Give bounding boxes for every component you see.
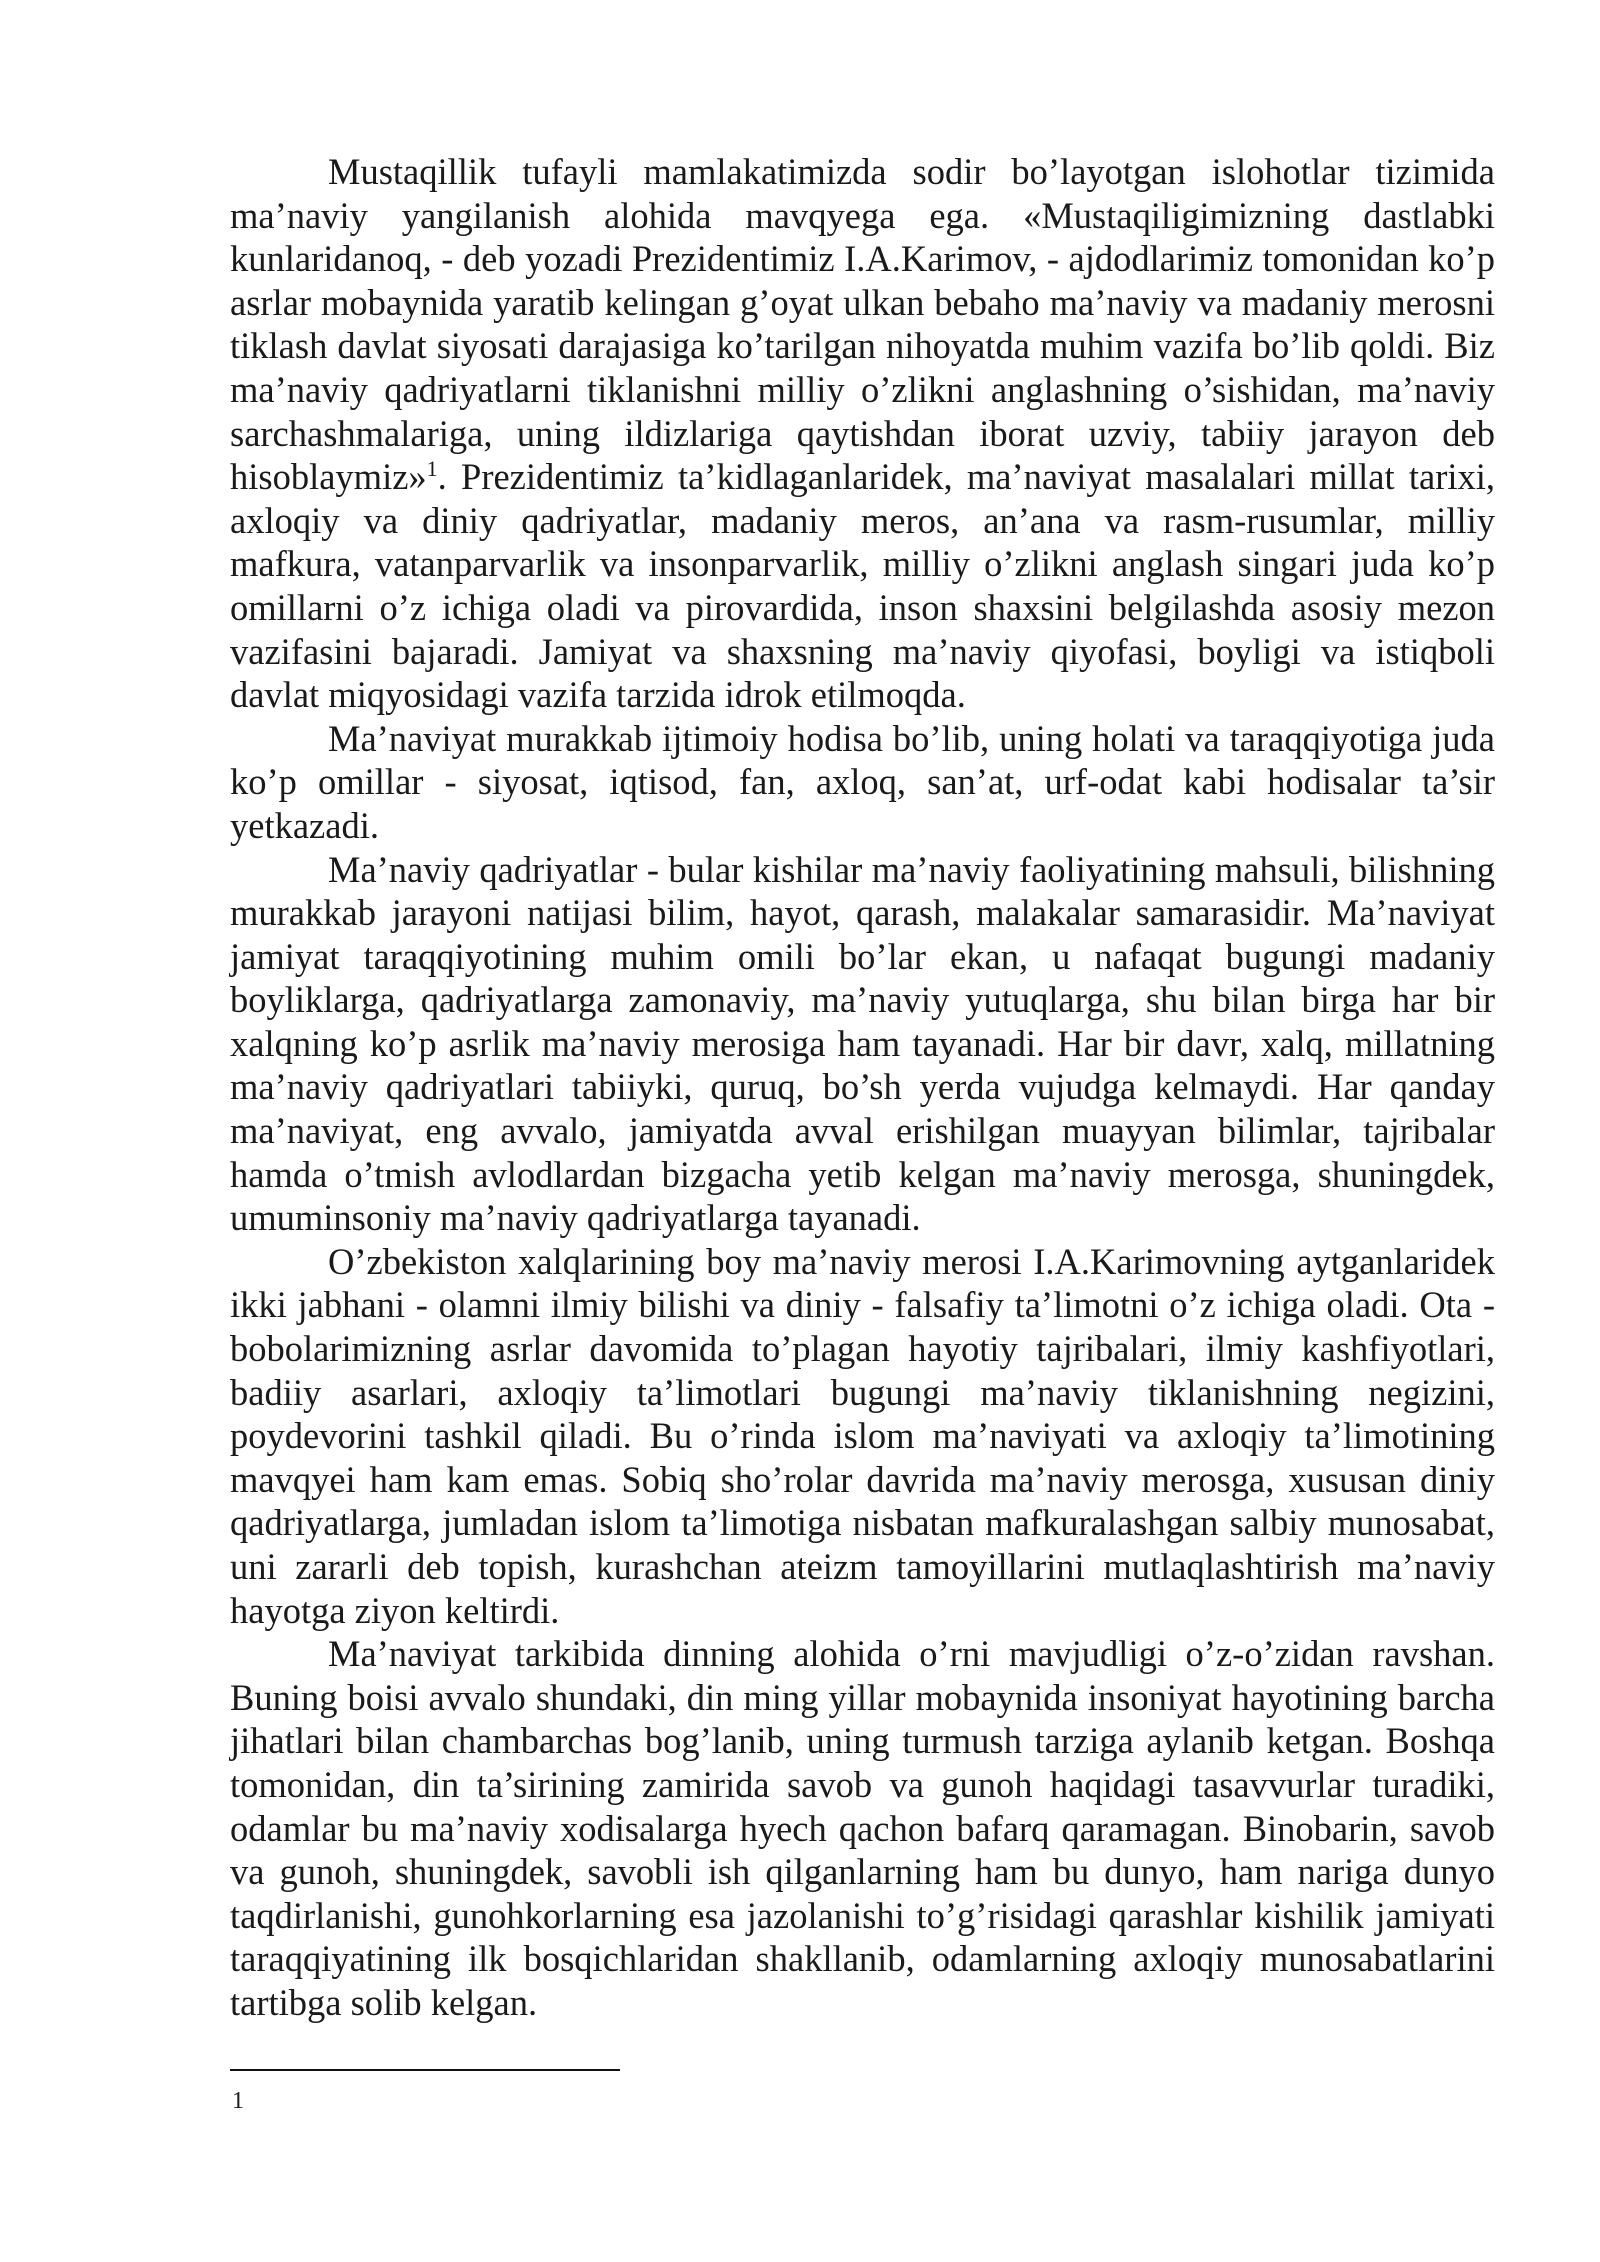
paragraph-1-text-after: . Prezidentimiz ta’kidlaganlaridek, ma’naviyat masalalari millat tarixi, axloqiy va diniy qadriyatlar, madaniy meros, an’ana va rasm-rusumlar, milliy mafkura, vatanparvarlik va insonparvarlik, milliy o’zlikni anglash singari juda ko’p omillarni o’z ichiga oladi va pirovardida, inson shaxsini belgilashda asosiy mezon vazifasini bajaradi. Jamiyat va shaxsning ma’naviy qiyofasi, boyligi va istiqboli davlat miqyosidagi vazifa tarzida idrok etilmoqda. <box>230 456 1495 716</box>
paragraph-3: Ma’naviy qadriyatlar - bular kishilar ma’naviy faoliyatining mahsuli, bilishning murakkab jarayoni natijasi bilim, hayot, qarash, malakalar samarasidir. Ma’naviyat jamiyat taraqqiyotining muhim omili bo’lar ekan, u nafaqat bugungi madaniy boyliklarga, qadriyatlarga zamonaviy, ma’naviy yutuqlarga, shu bilan birga har bir xalqning ko’p asrlik ma’naviy merosiga ham tayanadi. Har bir davr, xalq, millatning ma’naviy qadriyatlari tabiiyki, quruq, bo’sh yerda vujudga kelmaydi. Har qanday ma’naviyat, eng avvalo, jamiyatda avval erishilgan muayyan bilimlar, tajribalar hamda o’tmish avlodlardan bizgacha yetib kelgan ma’naviy merosga, shuningdek, umuminsoniy ma’naviy qadriyatlarga tayanadi. <box>230 848 1495 1239</box>
footnote-number: 1 <box>232 2088 244 2114</box>
footnote-reference[interactable]: 1 <box>426 456 438 481</box>
footnote <box>232 2086 244 2116</box>
footnote-separator <box>230 2069 620 2071</box>
paragraph-2: Ma’naviyat murakkab ijtimoiy hodisa bo’lib, uning holati va taraqqiyotiga juda ko’p omillar - siyosat, iqtisod, fan, axloq, san’at, urf-odat kabi hodisalar ta’sir yetkazadi. <box>230 717 1495 846</box>
paragraph-1 <box>230 150 1495 717</box>
paragraph-4: O’zbekiston xalqlarining boy ma’naviy merosi I.A.Karimovning aytganlaridek ikki jabhani - olamni ilmiy bilishi va diniy - falsafiy ta’limotni o’z ichiga oladi. Ota - bobolarimizning asrlar davomida to’plagan hayotiy tajribalari, ilmiy kashfiyotlari, badiiy asarlari, axloqiy ta’limotlari bugungi ma’naviy tiklanishning negizini, poydevorini tashkil qiladi. Bu o’rinda islom ma’naviyati va axloqiy ta’limotining mavqyei ham kam emas. Sobiq sho’rolar davrida ma’naviy merosga, xususan diniy qadriyatlarga, jumladan islom ta’limotiga nisbatan mafkuralashgan salbiy munosabat, uni zararli deb topish, kurashchan ateizm tamoyillarini mutlaqlashtirish ma’naviy hayotga ziyon keltirdi. <box>230 1240 1495 1631</box>
paragraph-5: Ma’naviyat tarkibida dinning alohida o’rni mavjudligi o’z-o’zidan ravshan. Buning boisi avvalo shundaki, din ming yillar mobaynida insoniyat hayotining barcha jihatlari bilan chambarchas bog’lanib, uning turmush tarziga aylanib ketgan. Boshqa tomonidan, din ta’sirining zamirida savob va gunoh haqidagi tasavvurlar turadiki, odamlar bu ma’naviy xodisalarga hyech qachon bafarq qaramagan. Binobarin, savob va gunoh, shuningdek, savobli ish qilganlarning ham bu dunyo, ham nariga dunyo taqdirlanishi, gunohkorlarning esa jazolanishi to’g’risidagi qarashlar kishilik jamiyati taraqqiyatining ilk bosqichlaridan shakllanib, odamlarning axloqiy munosabatlarini tartibga solib kelgan. <box>230 1633 1495 2023</box>
paragraph-1-text-before: Mustaqillik tufayli mamlakatimizda sodir bo’layotgan islohotlar tizimida ma’naviy yangilanish alohida mavqyega ega. «Mustaqiligimizning dastlabki kunlaridanoq, - deb yozadi Prezidentimiz I.A.Karimov, - ajdodlarimiz tomonidan ko’p asrlar mobaynida yaratib kelingan g’oyat ulkan bebaho ma’naviy va madaniy merosni tiklash davlat siyosati darajasiga ko’tarilgan nihoyatda muhim vazifa bo’lib qoldi. Biz ma’naviy qadriyatlarni tiklanishni milliy o’zlikni anglashning o’sishidan, ma’naviy sarchashmalariga, uning ildizlariga qaytishdan iborat uzviy, tabiiy jarayon deb hisoblaymiz» <box>230 151 1495 498</box>
document-body <box>230 150 1495 2025</box>
